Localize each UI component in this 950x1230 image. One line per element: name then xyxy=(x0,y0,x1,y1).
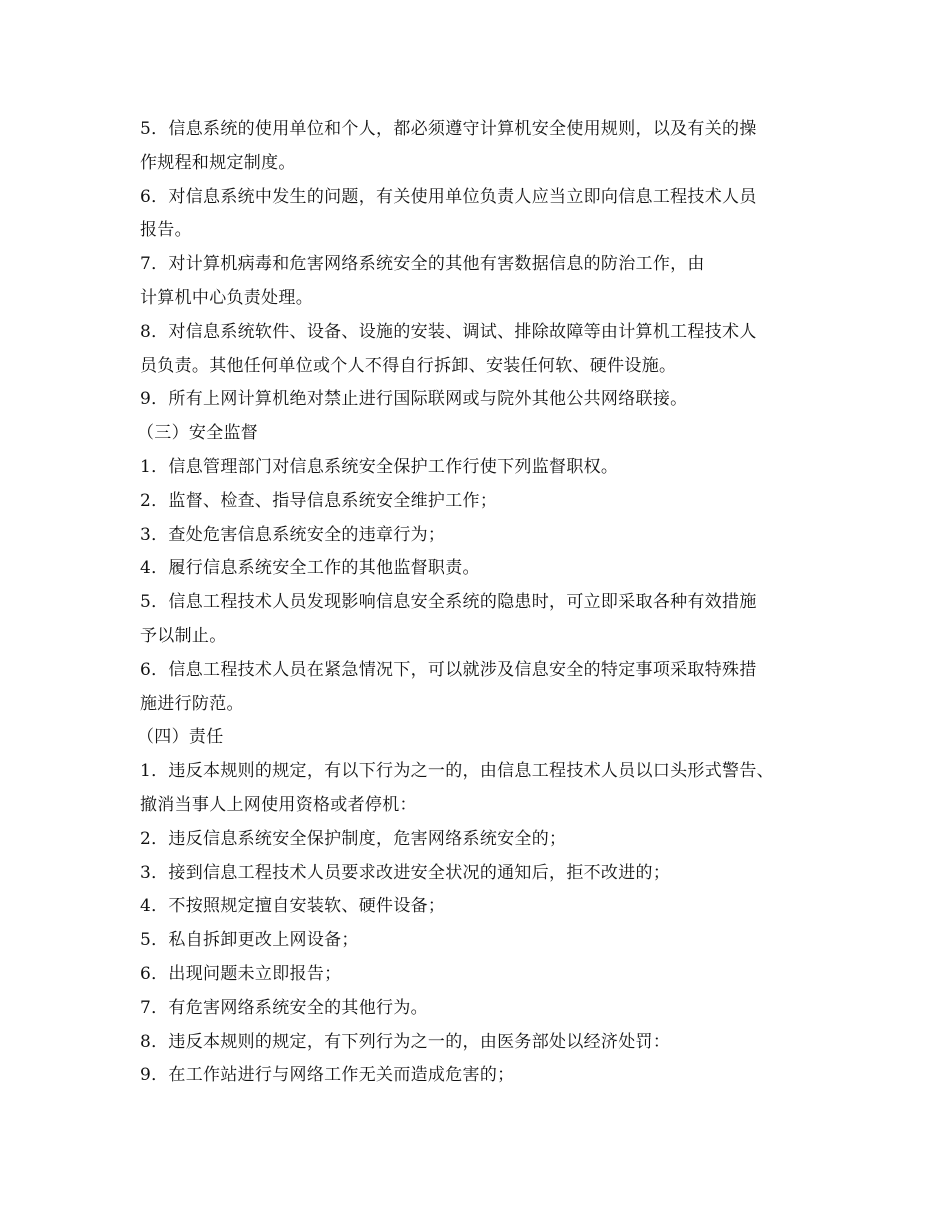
text-line: 作规程和规定制度。 xyxy=(140,152,296,173)
text-line: 报告。 xyxy=(140,220,192,241)
text-line: 予以制止。 xyxy=(140,625,227,646)
text-line: 员负责。其他任何单位或个人不得自行拆卸、安装任何软、硬件设施。 xyxy=(140,355,677,376)
text-line: 4．履行信息系统安全工作的其他监督职责。 xyxy=(140,558,480,579)
section-heading: （四）责任 xyxy=(137,727,224,748)
text-line: 4．不按照规定擅自安装软、硬件设备； xyxy=(140,896,446,917)
text-line: 1．违反本规则的规定，有以下行为之一的，由信息工程技术人员以口头形式警告、 xyxy=(140,761,774,782)
text-line: 5．信息系统的使用单位和个人，都必须遵守计算机安全使用规则，以及有关的操 xyxy=(140,119,757,139)
text-line: 施进行防范。 xyxy=(140,693,244,714)
text-line: 8．违反本规则的规定，有下列行为之一的，由医务部处以经济处罚： xyxy=(140,1031,671,1052)
text-line: 9．在工作站进行与网络工作无关而造成危害的； xyxy=(140,1065,515,1086)
text-line: 5．信息工程技术人员发现影响信息安全系统的隐患时，可立即采取各种有效措施 xyxy=(140,592,757,613)
text-line: 3．查处危害信息系统安全的违章行为； xyxy=(140,524,446,545)
document-body xyxy=(137,113,830,1093)
text-line: 3．接到信息工程技术人员要求改进安全状况的通知后，拒不改进的； xyxy=(140,862,671,883)
text-line: 计算机中心负责处理。 xyxy=(140,287,313,308)
text-line: 2．违反信息系统安全保护制度，危害网络系统安全的； xyxy=(140,828,567,849)
text-line: 撤消当事人上网使用资格或者停机： xyxy=(140,794,417,815)
text-line: 7．对计算机病毒和危害网络系统安全的其他有害数据信息的防治工作，由 xyxy=(140,254,705,275)
text-line: 2．监督、检查、指导信息系统安全维护工作； xyxy=(140,490,498,511)
text-line: 6．出现问题未立即报告； xyxy=(140,963,342,984)
text-line: 8．对信息系统软件、设备、设施的安装、调试、排除故障等由计算机工程技术人 xyxy=(140,321,757,342)
text-line: 9．所有上网计算机绝对禁止进行国际联网或与院外其他公共网络联接。 xyxy=(140,389,688,410)
text-line: 6．对信息系统中发生的问题，有关使用单位负责人应当立即向信息工程技术人员 xyxy=(140,186,757,207)
text-line: 1．信息管理部门对信息系统安全保护工作行使下列监督职权。 xyxy=(140,456,619,477)
text-line: 6．信息工程技术人员在紧急情况下，可以就涉及信息安全的特定事项采取特殊措 xyxy=(140,659,757,680)
section-heading: （三）安全监督 xyxy=(137,423,259,444)
text-line: 7．有危害网络系统安全的其他行为。 xyxy=(140,997,428,1018)
text-line: 5．私自拆卸更改上网设备； xyxy=(140,930,359,951)
